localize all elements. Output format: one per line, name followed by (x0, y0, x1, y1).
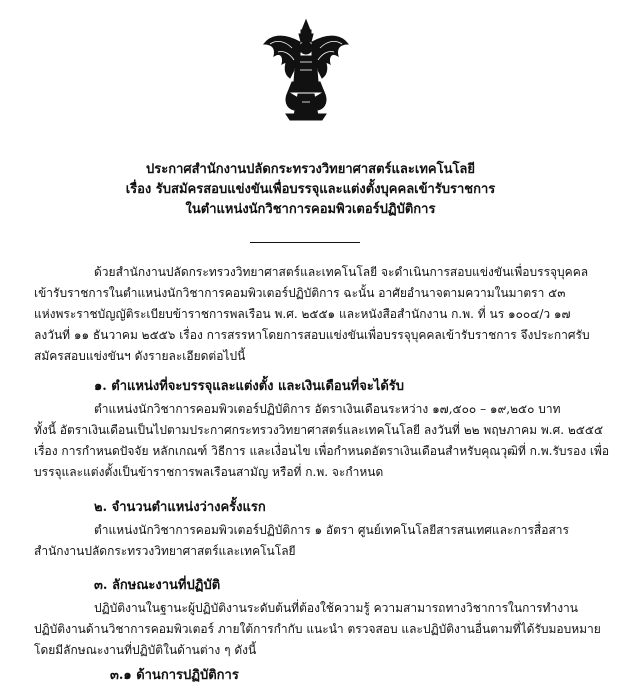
announcement-title (0, 160, 621, 220)
text-line: ด้วยสำนักงานปลัดกระทรวงวิทยาศาสตร์และเทคโนโลยี จะดำเนินการสอบแข่งขันเพื่อบรรจุบุคคล (94, 265, 589, 279)
text-line: ตำแหน่งนักวิชาการคอมพิวเตอร์ปฏิบัติการ ๑ อัตรา ศูนย์เทคโนโลยีสารสนเทศและการสื่อสาร (94, 523, 569, 537)
section-2-body (34, 520, 590, 562)
title-line: ประกาศสำนักงานปลัดกระทรวงวิทยาศาสตร์และเทคโนโลยี (145, 162, 476, 177)
garuda-emblem-icon (262, 18, 350, 122)
text-line: เข้ารับราชการในตำแหน่งนักวิชาการคอมพิวเตอร์ปฏิบัติการ ฉะนั้น อาศัยอำนาจตามความในมาตรา ๕๓ (34, 286, 566, 300)
text-line: ปฏิบัติงานด้านวิชาการคอมพิวเตอร์ ภายใต้การกำกับ แนะนำ ตรวจสอบ และปฏิบัติงานอื่นตามที่ได้รับมอบหมาย (34, 622, 601, 636)
text-line: ปฏิบัติงานในฐานะผู้ปฏิบัติงานระดับต้นที่ต้องใช้ความรู้ ความสามารถทางวิชาการในการทำงาน (94, 601, 578, 615)
section-1-body (34, 399, 610, 483)
text-line: เรื่อง การกำหนดปัจจัย หลักเกณฑ์ วิธีการ และเงื่อนไข เพื่อกำหนดอัตราเงินเดือนสำหรับคุณวุฒิที่ ก.พ.รับรอง เพื่อ (34, 444, 610, 458)
text-line: บรรจุและแต่งตั้งเป็นข้าราชการพลเรือนสามัญ หรือที่ ก.พ. จะกำหนด (34, 465, 384, 479)
section-2-heading: ๒. จำนวนตำแหน่งว่างครั้งแรก (94, 500, 266, 515)
text-line: ตำแหน่งนักวิชาการคอมพิวเตอร์ปฏิบัติการ อัตราเงินเดือนระหว่าง ๑๗,๕๐๐ – ๑๙,๒๕๐ บาท (94, 402, 561, 416)
section-3-body (34, 598, 601, 661)
title-line: ในตำแหน่งนักวิชาการคอมพิวเตอร์ปฏิบัติการ (185, 202, 436, 217)
section-1-heading: ๑. ตำแหน่งที่จะบรรจุและแต่งตั้ง และเงินเดือนที่จะได้รับ (94, 379, 405, 394)
section-3-1-heading: ๓.๑ ด้านการปฏิบัติการ (110, 668, 239, 683)
text-line: สำนักงานปลัดกระทรวงวิทยาศาสตร์และเทคโนโลยี (34, 544, 296, 558)
title-underline (250, 242, 360, 243)
intro-paragraph (34, 262, 590, 367)
text-line: สมัครสอบแข่งขันฯ ดังรายละเอียดต่อไปนี้ (34, 349, 246, 363)
title-line: เรื่อง รับสมัครสอบแข่งขันเพื่อบรรจุและแต่งตั้งบุคคลเข้ารับราชการ (125, 182, 496, 197)
text-line: ทั้งนี้ อัตราเงินเดือนเป็นไปตามประกาศกระทรวงวิทยาศาสตร์และเทคโนโลยี ลงวันที่ ๒๒ พฤษภาคม พ.ศ. ๒๕๕๕ (34, 423, 604, 437)
section-3-heading: ๓. ลักษณะงานที่ปฏิบัติ (94, 578, 221, 593)
text-line: โดยมีลักษณะงานที่ปฏิบัติในด้านต่าง ๆ ดังนี้ (34, 643, 257, 657)
text-line: แห่งพระราชบัญญัติระเบียบข้าราชการพลเรือน พ.ศ. ๒๕๕๑ และหนังสือสำนักงาน ก.พ. ที่ นร ๑๐๐๔/ว ๑๗ (34, 307, 571, 321)
text-line: ลงวันที่ ๑๑ ธันวาคม ๒๕๕๖ เรื่อง การสรรหาโดยการสอบแข่งขันเพื่อบรรจุบุคคลเข้ารับราชการ จึงประกาศรับ (34, 328, 590, 342)
